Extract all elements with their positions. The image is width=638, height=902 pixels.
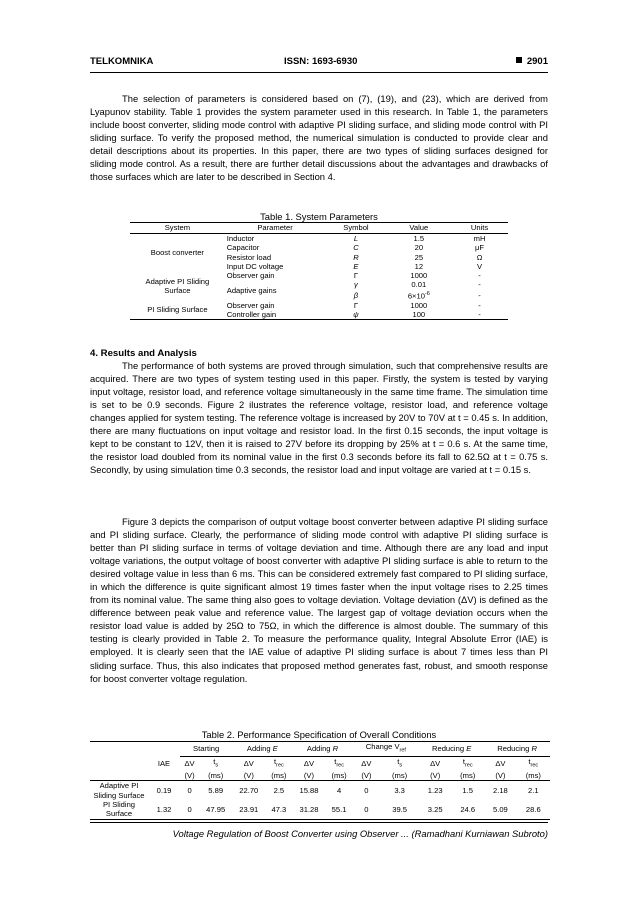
- table-row: [90, 800, 550, 819]
- table1-unit-cell: -: [478, 290, 481, 300]
- table2-cell: 47.3: [265, 800, 292, 819]
- table1-value-cell: 1000: [410, 300, 428, 310]
- table1-symbol-cell: γ: [354, 280, 358, 290]
- table2-cell: 2.1: [528, 785, 539, 795]
- table1-value-cell: 20: [414, 243, 424, 253]
- table1-unit-cell: V: [477, 261, 483, 271]
- table1-symbol-cell: E: [353, 261, 359, 271]
- table1-parameter-cell: Inductor: [226, 234, 255, 243]
- table2-cell: 3.25: [419, 800, 451, 819]
- table1-symbol-cell: C: [353, 243, 359, 253]
- table2-cell: 22.70: [239, 785, 259, 795]
- table2-unit-v: (V): [353, 771, 381, 781]
- table1-parameter-cell: Observer gain: [226, 300, 275, 310]
- table1-value-mantissa: 6×10: [407, 291, 425, 301]
- table2-row-label: Adaptive PI Sliding Surface: [93, 781, 145, 800]
- table2-header-dv: ΔV: [495, 759, 506, 769]
- table2-group-reducing-e: Reducing E: [419, 742, 484, 757]
- table2-header-dv: ΔV: [243, 759, 254, 769]
- table2-unit-ms: (ms): [326, 771, 353, 781]
- table1-symbol-cell: ψ: [325, 310, 386, 320]
- table2-cell: 39.5: [380, 800, 419, 819]
- table1-symbol-cell: R: [353, 252, 359, 262]
- table2-unit-ms: (ms): [451, 771, 484, 781]
- table2-header-ts: $t_s$: [213, 756, 219, 769]
- table2-cell: 2.18: [493, 785, 508, 795]
- performance-specification-table: [90, 741, 550, 820]
- table2-cell: 31.28: [292, 800, 325, 819]
- system-parameters-table: [130, 222, 508, 320]
- table2-group-adding-e: Adding E: [232, 742, 292, 757]
- table2-header-dv: ΔV: [361, 759, 372, 769]
- table1-system-cell: PI Sliding Surface: [130, 301, 225, 320]
- table2-unit-v: (V): [419, 771, 451, 781]
- table2-header-trec: $t_{rec}$: [528, 756, 539, 769]
- table2-cell: 4: [336, 785, 342, 795]
- table2-cell: 28.6: [517, 800, 550, 819]
- table2-header-trec: $t_{rec}$: [334, 756, 344, 769]
- table2-group-reducing-r: Reducing R: [484, 742, 550, 757]
- table-row: [130, 301, 508, 310]
- square-bullet-icon: [516, 57, 522, 63]
- table1-unit-cell: Ω: [476, 252, 483, 262]
- table1-value-exponent: -6: [424, 290, 430, 297]
- table2-unit-ms: (ms): [199, 771, 232, 781]
- table1-symbol-cell: β: [353, 290, 359, 300]
- table2-cell: 1.5: [462, 785, 473, 795]
- table1-unit-cell: -: [478, 300, 481, 310]
- table2-header-dv: ΔV: [430, 759, 441, 769]
- table1-unit-cell: mH: [473, 234, 486, 243]
- table1-symbol-cell: Γ: [353, 271, 359, 281]
- table2-cell: 5.09: [484, 800, 516, 819]
- table2-caption: Table 2. Performance Specification of Overall Conditions: [201, 729, 437, 740]
- table2-group-header-row: [90, 742, 550, 757]
- paragraph-3: Figure 3 depicts the comparison of output voltage boost converter between adaptive PI sliding surface and PI sliding surface. Clearly, the performance of sliding mode control with adaptive PI sliding surface is better than PI sliding surface in terms of voltage deviation and time. Although there are any load and input voltage variations, the output voltage of boost converter with adaptive PI sliding surface is able to return to the desired voltage value in less than 6 ms. This can be considered extremely fast compared to PI sliding surface, in which the difference is quite significant almost 19 times faster when the input voltage rises to 2.25 times from its nominal value. The same thing also goes to voltage deviation. Voltage deviation (ΔV) is defined as the difference between peak value and reference value. The largest gap of voltage deviation occurs when the resistor load value is added by 25Ω to 75Ω, in which the difference is almost double. The summary of this testing is clearly provided in Table 2. To measure the performance quality, Integral Absolute Error (IAE) is employed. It is clearly seen that the IAE value of adaptive PI sliding surface is about 7 times less than PI sliding surface. Thus, this also indicates that proposed method generates fast, robust, and smooth response for boost converter voltage regulation.: [90, 516, 548, 684]
- table1-parameter-cell: Capacitor: [226, 243, 260, 253]
- journal-name: TELKOMNIKA: [90, 56, 154, 67]
- table2-cell: 3.3: [394, 785, 405, 795]
- table1-parameter-cell: Observer gain: [226, 271, 275, 281]
- table1-unit-cell: -: [451, 310, 508, 320]
- table2-cell: 47.95: [199, 800, 232, 819]
- table-row: [130, 271, 508, 280]
- table2-cell: 15.88: [299, 785, 319, 795]
- table2-blank-cell: [90, 771, 148, 781]
- table2-row-label: PI Sliding Surface: [90, 800, 148, 819]
- table2-unit-v: (V): [292, 771, 325, 781]
- table2-iae-spacer: [148, 742, 180, 757]
- table2-cell: 1.23: [427, 785, 443, 795]
- table1-value-cell: 1000: [410, 271, 428, 281]
- table1-system-cell: Adaptive PI Sliding Surface: [145, 276, 210, 295]
- table1-value-cell: 1.5: [413, 234, 425, 243]
- table1-header-system: System: [130, 223, 225, 234]
- table2-cell: 5.89: [208, 785, 224, 795]
- table1-parameter-cell: Resistor load: [226, 252, 272, 262]
- table2-cell: 1.32: [148, 800, 180, 819]
- table1-parameter-cell: Adaptive gains: [226, 285, 277, 295]
- table2-units-row: [90, 771, 550, 781]
- table-row: [90, 781, 550, 800]
- paragraph-1: The selection of parameters is considered based on (7), (19), and (23), which are derived from Lyapunov stability. Table 1 provides the system parameter used in this research. In Table 1, the parameters include boost converter, sliding mode control with adaptive PI sliding surface, and sliding mode control with PI sliding surface. To verify the proposed method, the numerical simulation is conducted to provide clear and detail descriptions about its properties. In this paper, there are two types of sliding surfaces designed for sliding mode control. As a result, there are further detail discussions about the advantages and drawbacks of those surfaces which are later to be described in Section 4.: [90, 93, 548, 183]
- table2-cell: 0: [180, 800, 199, 819]
- table2-unit-ms: (ms): [265, 771, 292, 781]
- table1-value-cell: 0.01: [411, 280, 427, 290]
- table2-unit-ms: (ms): [517, 771, 550, 781]
- table2-cell: 0.19: [156, 785, 172, 795]
- table2-column-header-row: [90, 756, 550, 770]
- table1-unit-cell: μF: [475, 243, 485, 253]
- header-divider: [90, 72, 548, 73]
- table1-value-cell: 12: [414, 261, 424, 271]
- table1-parameter-cell: Input DC voltage: [226, 261, 284, 271]
- table1-unit-cell: -: [478, 280, 481, 290]
- table2-cell: 2.5: [273, 785, 285, 795]
- table1-value-cell: 100: [387, 310, 452, 320]
- table1-system-cell: Boost converter: [150, 247, 204, 257]
- page-number: 2901: [526, 56, 548, 67]
- table2-header-trec: $t_{rec}$: [274, 756, 284, 769]
- page-header: [90, 56, 548, 72]
- table2-cell: 0: [353, 800, 381, 819]
- table2-corner-cell: [90, 742, 148, 757]
- table-row: [130, 234, 508, 244]
- table1-header-value: Value: [387, 223, 452, 234]
- table2-blank-cell: [90, 756, 148, 770]
- table1-caption: Table 1. System Parameters: [260, 211, 378, 222]
- table2-header-ts: $t_s$: [397, 756, 403, 769]
- table2-cell: 55.1: [326, 800, 353, 819]
- paragraph-2: The performance of both systems are proved through simulation, such that comprehensive results are acquired. There are two types of system testing used in this paper. Firstly, the system is tested by varying input voltage, resistor load, and reference voltage simultaneously in the same time frame. The simulation time is set to be 0.9 seconds. Figure 2 ilustrates the reference voltage, resistor load, and reference voltage changes applied for system testing. The reference voltage is increased by 20V to 70V at t = 0.45 s. In addition, there are many fluctuations on input voltage and resistor load. In the first 0.15 seconds, the input voltage is kept to be constant to 12V, then it is raised to 27V before its dropping by 25% at t = 0.6 s. At the same time, the resistor load doubled from its nominal value in the first 0.3 seconds before its fall to 62.5Ω at t = 0.75 s. Secondly, by using simulation time 0.3 seconds, the resistor load and input voltage are varied at t = 0.15 s.: [90, 360, 548, 476]
- table2-group-starting: Starting: [180, 742, 232, 757]
- table1-parameter-cell: Controller gain: [225, 310, 326, 320]
- table2-unit-v: (V): [484, 771, 516, 781]
- table1-header-symbol: Symbol: [325, 223, 386, 234]
- page-number-block: [516, 56, 548, 67]
- table2-header-trec: $t_{rec}$: [462, 756, 473, 769]
- table1-symbol-cell: L: [353, 234, 359, 243]
- table2-unit-v: (V): [232, 771, 265, 781]
- table1-value-cell: [387, 290, 452, 301]
- table2-unit-v: (V): [180, 771, 199, 781]
- table1-header-units: Units: [451, 223, 508, 234]
- footer-divider: [90, 822, 548, 823]
- table2-cell: 0: [364, 785, 369, 795]
- table2-cell: 24.6: [451, 800, 484, 819]
- page-footer: Voltage Regulation of Boost Converter using Observer ... (Ramadhani Kurniawan Subroto): [172, 828, 548, 839]
- table2-cell: 0: [187, 785, 192, 795]
- table2-header-dv: ΔV: [184, 759, 195, 769]
- table2-cell: 23.91: [232, 800, 265, 819]
- issn: ISSN: 1693-6930: [284, 56, 358, 67]
- table1-symbol-cell: Γ: [353, 300, 359, 310]
- section-heading: 4. Results and Analysis: [90, 348, 197, 359]
- table2-group-adding-r: Adding R: [292, 742, 352, 757]
- table2-group-change-vref: Change $V_{ref}$: [353, 742, 420, 757]
- table2-header-iae: IAE: [157, 758, 171, 768]
- table1-unit-cell: -: [478, 271, 481, 281]
- table1-header-parameter: Parameter: [225, 223, 326, 234]
- table2-header-dv: ΔV: [303, 759, 315, 769]
- table2-unit-ms: (ms): [380, 771, 419, 781]
- table1-value-cell: 25: [414, 252, 424, 262]
- table2-blank-cell: [148, 771, 180, 781]
